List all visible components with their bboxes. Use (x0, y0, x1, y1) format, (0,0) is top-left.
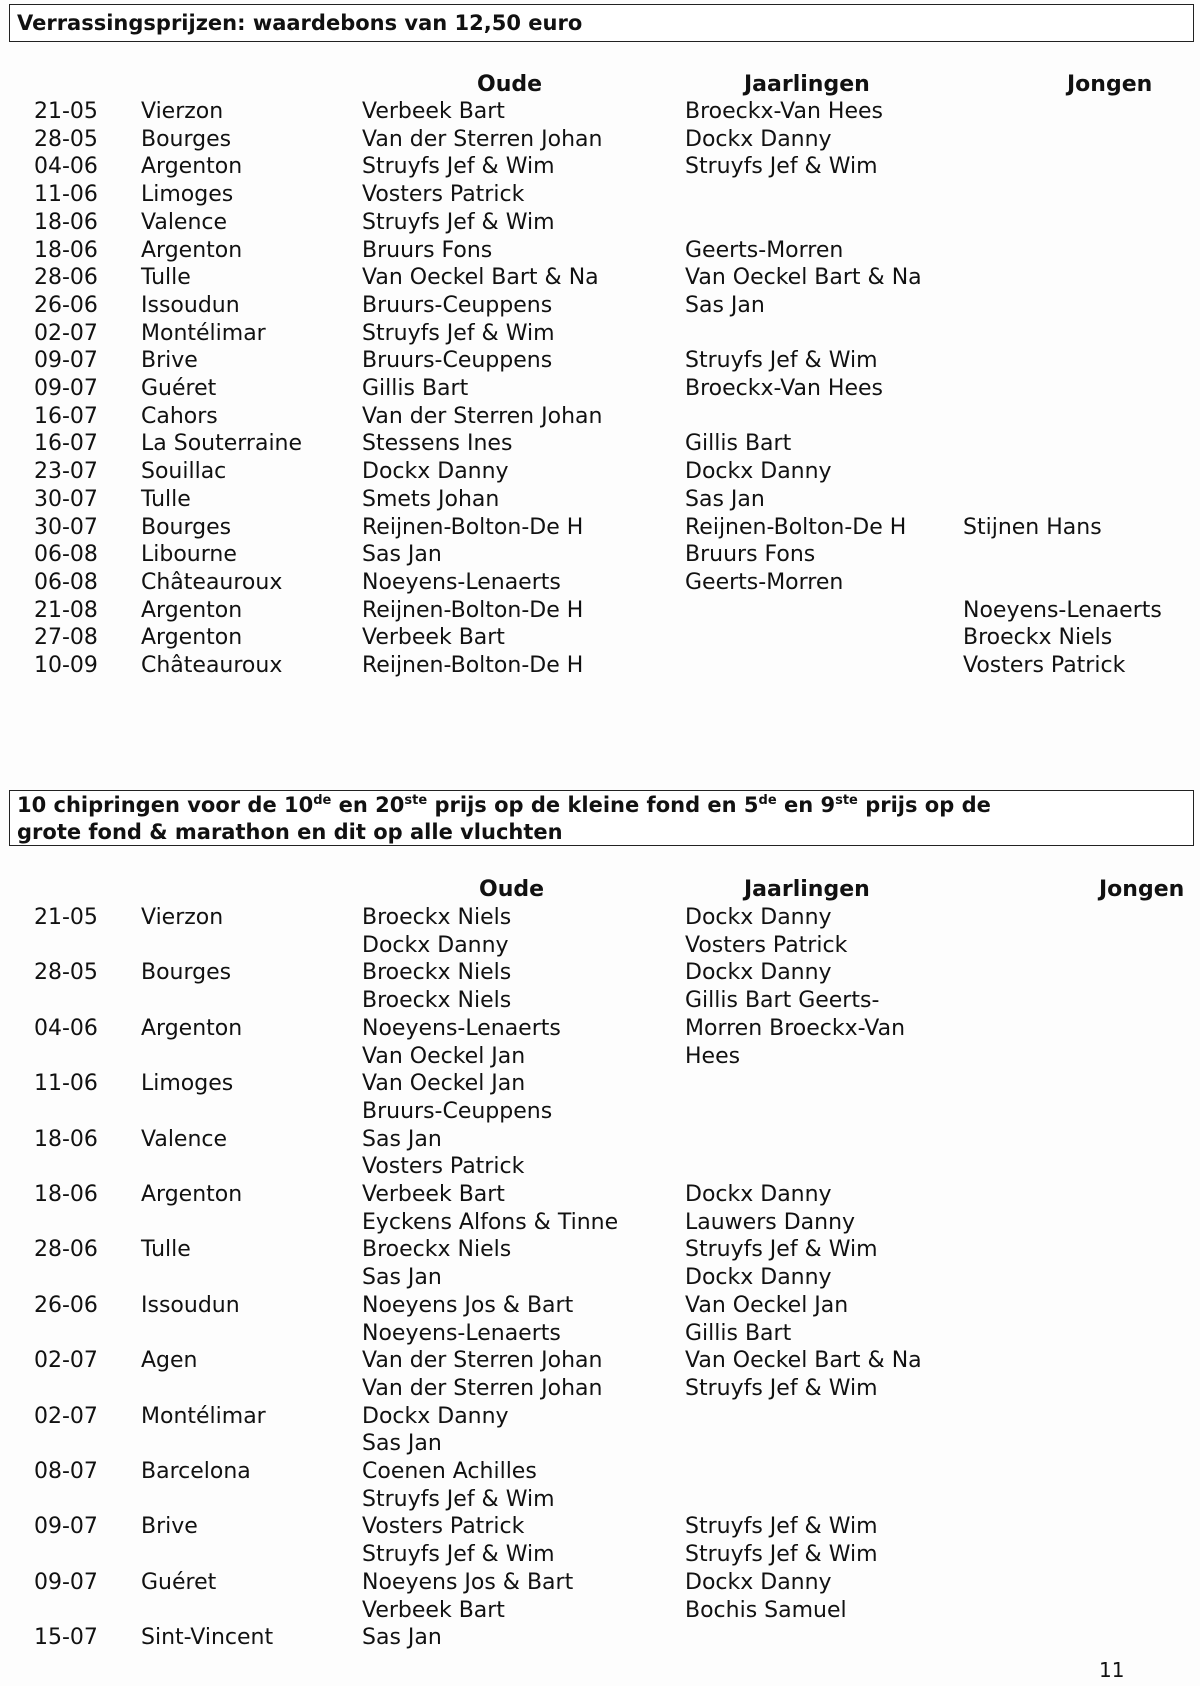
table-row (0, 403, 1200, 431)
winner-oude: Sas Jan (362, 1431, 442, 1457)
section2-title (9, 790, 1194, 846)
winner-oude: Broeckx Niels (362, 905, 512, 930)
winner-oude: Sas Jan (362, 1126, 442, 1152)
winner-oude: Van der Sterren Johan (362, 1348, 603, 1374)
flight-date: 21-05 (34, 99, 98, 124)
winner-oude: Noeyens-Lenaerts (362, 1320, 561, 1346)
winner-oude: Bruurs-Ceuppens (362, 348, 553, 374)
flight-location: Argenton (141, 237, 243, 263)
winner-jaarlingen: Reijnen-Bolton-De H (685, 514, 907, 540)
winner-jaarlingen: Dockx Danny (685, 960, 832, 986)
list-item (0, 1236, 1200, 1264)
section2-header-jongen: Jongen (1099, 877, 1185, 902)
flight-date: 06-08 (34, 542, 98, 568)
list-item (0, 1403, 1200, 1431)
title-sup: ste (404, 793, 428, 808)
list-item (0, 1043, 1200, 1071)
table-row (0, 237, 1200, 265)
list-item (0, 1292, 1200, 1320)
winner-jaarlingen: Struyfs Jef & Wim (685, 154, 878, 180)
flight-location: Bourges (141, 126, 232, 152)
winner-jaarlingen: Sas Jan (685, 486, 765, 512)
flight-date: 09-07 (34, 1569, 98, 1595)
flight-location: Montélimar (141, 320, 266, 346)
winner-oude: Dockx Danny (362, 1403, 509, 1429)
table-row (0, 153, 1200, 181)
winner-oude: Broeckx Niels (362, 960, 512, 986)
list-item (0, 1181, 1200, 1209)
flight-date: 30-07 (34, 514, 98, 540)
title-part: en 9 (776, 793, 836, 817)
flight-date: 09-07 (34, 348, 98, 374)
list-item (0, 1569, 1200, 1597)
winner-oude: Verbeek Bart (362, 1597, 505, 1623)
flight-date: 23-07 (34, 459, 98, 485)
winner-oude: Verbeek Bart (362, 99, 505, 124)
title-sup: ste (835, 793, 858, 808)
list-item (0, 1430, 1200, 1458)
table-row (0, 541, 1200, 569)
winner-jaarlingen: Struyfs Jef & Wim (685, 1514, 878, 1540)
winner-oude: Reijnen-Bolton-De H (362, 514, 584, 540)
table-row (0, 458, 1200, 486)
winner-jongen: Noeyens-Lenaerts (963, 597, 1162, 623)
winner-oude: Stessens Ines (362, 431, 513, 457)
flight-location: Brive (141, 1514, 198, 1540)
winner-jaarlingen: Broeckx-Van Hees (685, 99, 883, 124)
winner-oude: Bruurs-Ceuppens (362, 292, 553, 318)
flight-date: 27-08 (34, 625, 98, 651)
winner-oude: Sas Jan (362, 542, 442, 568)
flight-date: 30-07 (34, 486, 98, 512)
winner-oude: Bruurs Fons (362, 237, 493, 263)
flight-location: Limoges (141, 182, 234, 208)
table-row (0, 98, 1200, 126)
list-item (0, 1320, 1200, 1348)
flight-date: 09-07 (34, 376, 98, 401)
winner-jaarlingen: Bochis Samuel (685, 1597, 847, 1623)
winner-jaarlingen: Struyfs Jef & Wim (685, 348, 878, 374)
flight-location: Vierzon (141, 99, 224, 124)
winner-oude: Gillis Bart (362, 376, 469, 401)
flight-date: 28-05 (34, 960, 98, 986)
flight-location: Valence (141, 209, 228, 235)
flight-date: 15-07 (34, 1625, 98, 1651)
winner-jaarlingen: Dockx Danny (685, 1265, 832, 1291)
list-item (0, 1264, 1200, 1292)
list-item (0, 904, 1200, 932)
flight-location: La Souterraine (141, 431, 303, 457)
winner-oude: Dockx Danny (362, 932, 509, 958)
flight-location: Tulle (141, 1237, 191, 1263)
table-row (0, 375, 1200, 403)
flight-date: 08-07 (34, 1459, 98, 1484)
list-item (0, 959, 1200, 987)
table-row (0, 430, 1200, 458)
flight-date: 02-07 (34, 320, 98, 346)
winner-jaarlingen: Struyfs Jef & Wim (685, 1375, 878, 1401)
flight-location: Argenton (141, 154, 243, 180)
flight-date: 18-06 (34, 237, 98, 263)
flight-location: Châteauroux (141, 653, 283, 678)
table-row (0, 514, 1200, 542)
list-item (0, 1624, 1200, 1652)
winner-oude: Vosters Patrick (362, 1514, 525, 1540)
flight-location: Barcelona (141, 1459, 251, 1484)
flight-location: Sint-Vincent (141, 1625, 274, 1651)
flight-location: Tulle (141, 265, 191, 291)
section1-title-text: Verrassingsprijzen: waardebons van 12,50 euro (17, 11, 583, 35)
winner-jaarlingen: Gillis Bart Geerts- (685, 988, 880, 1014)
title-part: prijs op de kleine fond en 5 (427, 793, 759, 817)
list-item (0, 1541, 1200, 1569)
table-row (0, 486, 1200, 514)
winner-oude: Noeyens Jos & Bart (362, 1569, 574, 1595)
winner-jaarlingen: Dockx Danny (685, 126, 832, 152)
winner-oude: Noeyens-Lenaerts (362, 1015, 561, 1041)
winner-oude: Coenen Achilles (362, 1459, 537, 1484)
winner-oude: Eyckens Alfons & Tinne (362, 1209, 619, 1235)
winner-oude: Reijnen-Bolton-De H (362, 653, 584, 678)
winner-oude: Noeyens-Lenaerts (362, 569, 561, 595)
list-item (0, 1153, 1200, 1181)
flight-location: Argenton (141, 1015, 243, 1041)
list-item (0, 1347, 1200, 1375)
winner-oude: Smets Johan (362, 486, 500, 512)
winner-oude: Struyfs Jef & Wim (362, 1486, 555, 1512)
flight-date: 26-06 (34, 1292, 98, 1318)
flight-location: Valence (141, 1126, 228, 1152)
winner-jaarlingen: Dockx Danny (685, 1569, 832, 1595)
winner-jaarlingen: Dockx Danny (685, 1182, 832, 1207)
flight-date: 26-06 (34, 292, 98, 318)
section1-header-jongen: Jongen (1067, 72, 1153, 97)
table-row (0, 292, 1200, 320)
flight-location: Agen (141, 1348, 198, 1374)
winner-oude: Dockx Danny (362, 459, 509, 485)
list-item (0, 1375, 1200, 1403)
flight-location: Argenton (141, 597, 243, 623)
table-row (0, 652, 1200, 680)
winner-jongen: Vosters Patrick (963, 653, 1126, 678)
page-number: 11 (1099, 1658, 1125, 1682)
list-item (0, 1458, 1200, 1486)
table-row (0, 624, 1200, 652)
winner-oude: Vosters Patrick (362, 1154, 525, 1180)
winner-jaarlingen: Morren Broeckx-Van (685, 1015, 906, 1041)
section2-title-line1 (17, 792, 1193, 819)
flight-location: Libourne (141, 542, 237, 568)
winner-oude: Noeyens Jos & Bart (362, 1292, 574, 1318)
section1-header-oude: Oude (477, 72, 543, 97)
section1-title (9, 4, 1194, 42)
table-row (0, 209, 1200, 237)
winner-jaarlingen: Lauwers Danny (685, 1209, 856, 1235)
winner-oude: Broeckx Niels (362, 1237, 512, 1263)
winner-jongen: Stijnen Hans (963, 514, 1102, 540)
flight-date: 06-08 (34, 569, 98, 595)
table-row (0, 347, 1200, 375)
flight-location: Issoudun (141, 292, 240, 318)
winner-jaarlingen: Struyfs Jef & Wim (685, 1542, 878, 1568)
flight-location: Brive (141, 348, 198, 374)
winner-jaarlingen: Geerts-Morren (685, 569, 844, 595)
list-item (0, 1513, 1200, 1541)
winner-jongen: Broeckx Niels (963, 625, 1113, 651)
flight-date: 16-07 (34, 403, 98, 429)
winner-oude: Van der Sterren Johan (362, 126, 603, 152)
list-item (0, 1098, 1200, 1126)
winner-oude: Verbeek Bart (362, 625, 505, 651)
flight-location: Montélimar (141, 1403, 266, 1429)
flight-location: Tulle (141, 486, 191, 512)
title-part: 10 chipringen voor de 10 (17, 793, 314, 817)
winner-oude: Reijnen-Bolton-De H (362, 597, 584, 623)
winner-oude: Struyfs Jef & Wim (362, 1542, 555, 1568)
winner-oude: Van Oeckel Bart & Na (362, 265, 599, 291)
winner-oude: Van der Sterren Johan (362, 403, 603, 429)
flight-location: Bourges (141, 514, 232, 540)
winner-jaarlingen: Hees (685, 1043, 741, 1069)
flight-date: 11-06 (34, 182, 98, 208)
section2-title-line2: grote fond & marathon en dit op alle vluchten (17, 820, 563, 844)
winner-jaarlingen: Gillis Bart (685, 1320, 792, 1346)
flight-date: 18-06 (34, 1182, 98, 1207)
flight-date: 18-06 (34, 209, 98, 235)
flight-location: Guéret (141, 1569, 217, 1595)
flight-date: 21-05 (34, 905, 98, 930)
list-item (0, 1597, 1200, 1625)
table-row (0, 126, 1200, 154)
winner-jaarlingen: Vosters Patrick (685, 932, 848, 958)
table-row (0, 597, 1200, 625)
list-item (0, 1015, 1200, 1043)
winner-jaarlingen: Bruurs Fons (685, 542, 816, 568)
flight-date: 28-06 (34, 1237, 98, 1263)
winner-jaarlingen: Dockx Danny (685, 905, 832, 930)
flight-date: 04-06 (34, 154, 98, 180)
title-part: en 20 (331, 793, 405, 817)
winner-oude: Sas Jan (362, 1625, 442, 1651)
title-sup: de (313, 793, 332, 808)
winner-oude: Struyfs Jef & Wim (362, 209, 555, 235)
list-item (0, 1209, 1200, 1237)
flight-location: Vierzon (141, 905, 224, 930)
list-item (0, 1070, 1200, 1098)
flight-date: 02-07 (34, 1403, 98, 1429)
flight-date: 10-09 (34, 653, 98, 678)
flight-location: Châteauroux (141, 569, 283, 595)
winner-oude: Sas Jan (362, 1265, 442, 1291)
title-sup: de (758, 793, 777, 808)
table-row (0, 320, 1200, 348)
list-item (0, 1126, 1200, 1154)
table-row (0, 181, 1200, 209)
winner-jaarlingen: Struyfs Jef & Wim (685, 1237, 878, 1263)
winner-jaarlingen: Geerts-Morren (685, 237, 844, 263)
table-row (0, 264, 1200, 292)
winner-jaarlingen: Dockx Danny (685, 459, 832, 485)
winner-oude: Struyfs Jef & Wim (362, 320, 555, 346)
winner-jaarlingen: Broeckx-Van Hees (685, 376, 883, 401)
winner-jaarlingen: Sas Jan (685, 292, 765, 318)
flight-location: Cahors (141, 403, 218, 429)
flight-location: Bourges (141, 960, 232, 986)
flight-date: 09-07 (34, 1514, 98, 1540)
winner-oude: Van Oeckel Jan (362, 1071, 526, 1097)
winner-oude: Broeckx Niels (362, 988, 512, 1014)
flight-date: 21-08 (34, 597, 98, 623)
winner-oude: Van Oeckel Jan (362, 1043, 526, 1069)
winner-jaarlingen: Van Oeckel Bart & Na (685, 1348, 922, 1374)
flight-date: 16-07 (34, 431, 98, 457)
flight-location: Issoudun (141, 1292, 240, 1318)
list-item (0, 1486, 1200, 1514)
flight-location: Argenton (141, 1182, 243, 1207)
flight-date: 28-05 (34, 126, 98, 152)
table-row (0, 569, 1200, 597)
flight-location: Guéret (141, 376, 217, 401)
flight-date: 28-06 (34, 265, 98, 291)
section1-header-jaarlingen: Jaarlingen (744, 72, 870, 97)
flight-location: Souillac (141, 459, 227, 485)
winner-oude: Vosters Patrick (362, 182, 525, 208)
flight-date: 11-06 (34, 1071, 98, 1097)
winner-jaarlingen: Van Oeckel Jan (685, 1292, 849, 1318)
list-item (0, 987, 1200, 1015)
winner-jaarlingen: Van Oeckel Bart & Na (685, 265, 922, 291)
winner-jaarlingen: Gillis Bart (685, 431, 792, 457)
flight-date: 02-07 (34, 1348, 98, 1374)
winner-oude: Bruurs-Ceuppens (362, 1098, 553, 1124)
flight-location: Limoges (141, 1071, 234, 1097)
section2-header-oude: Oude (479, 877, 545, 902)
flight-date: 04-06 (34, 1015, 98, 1041)
winner-oude: Van der Sterren Johan (362, 1375, 603, 1401)
winner-oude: Verbeek Bart (362, 1182, 505, 1207)
section2-header-jaarlingen: Jaarlingen (744, 877, 870, 902)
flight-date: 18-06 (34, 1126, 98, 1152)
list-item (0, 932, 1200, 960)
winner-oude: Struyfs Jef & Wim (362, 154, 555, 180)
flight-location: Argenton (141, 625, 243, 651)
title-part: prijs op de (857, 793, 991, 817)
